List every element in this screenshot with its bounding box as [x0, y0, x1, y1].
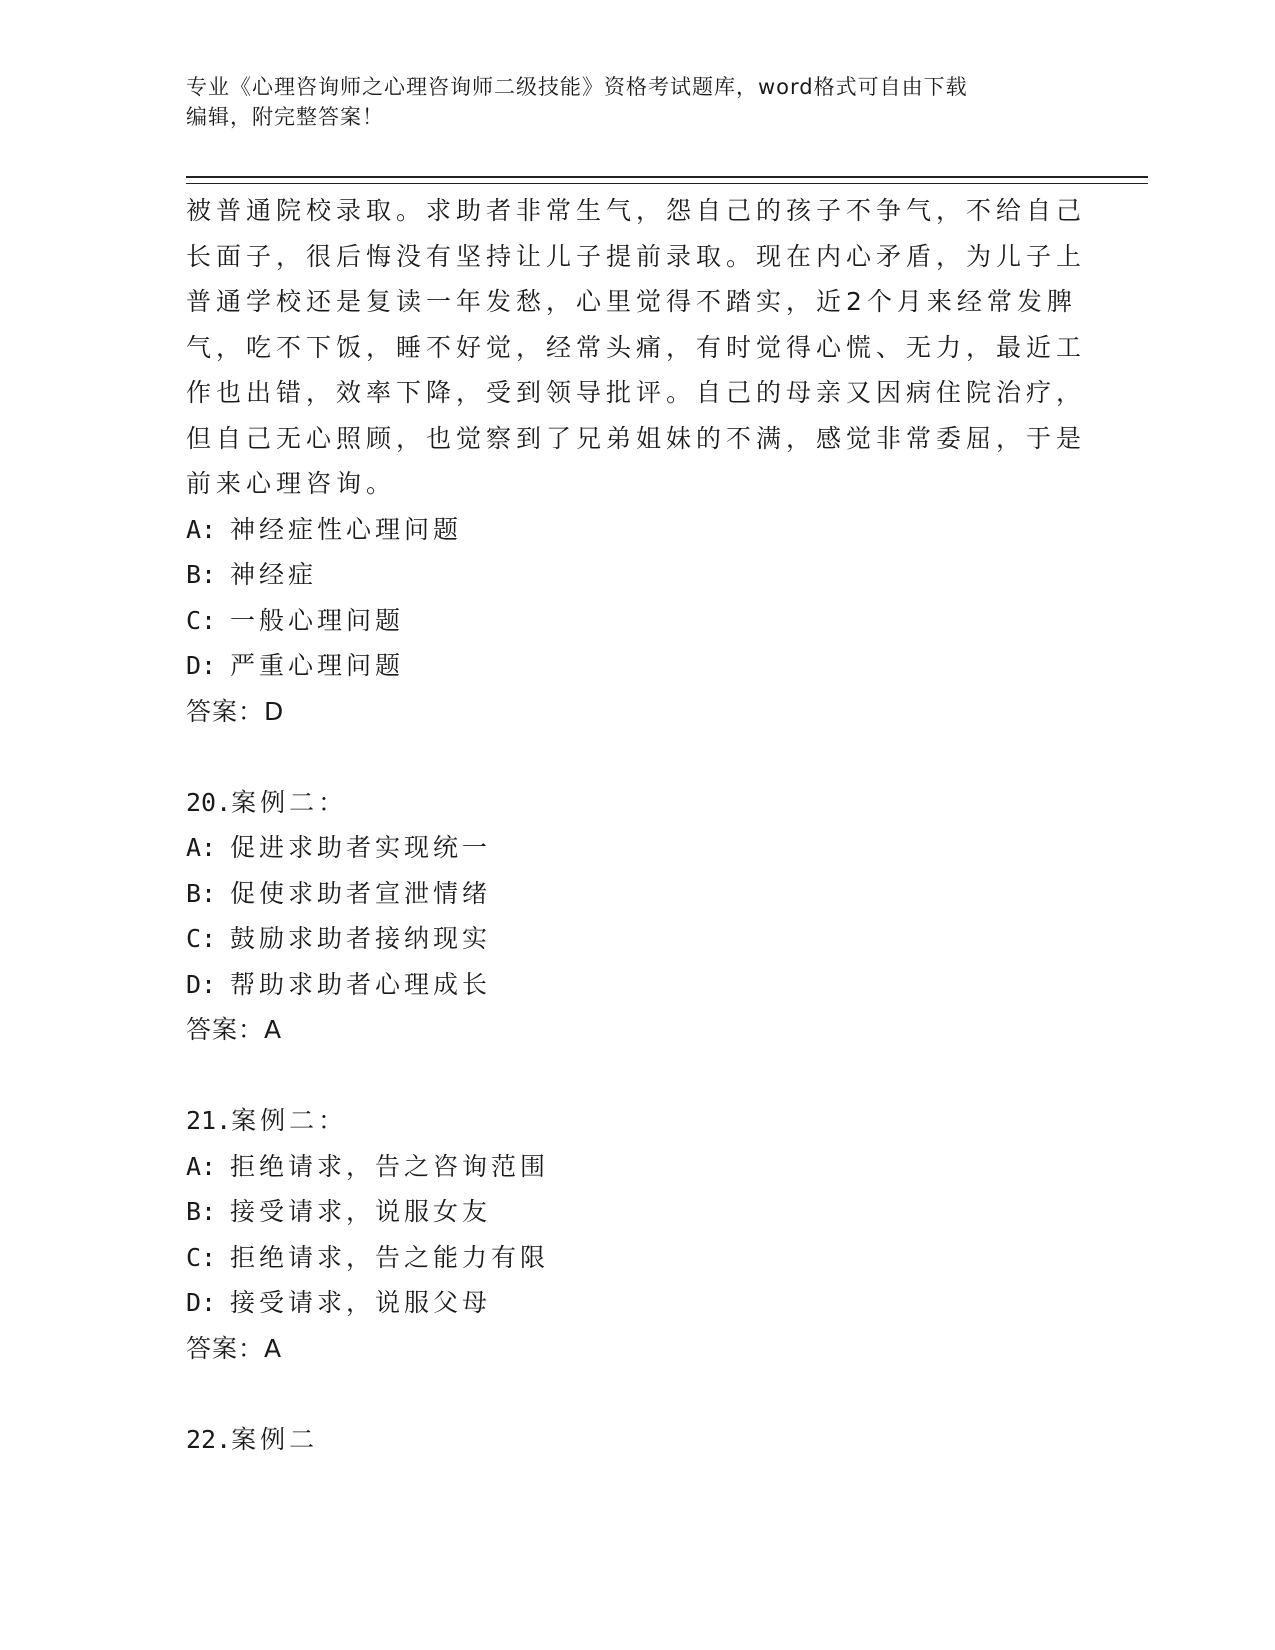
- spacer: [186, 734, 1066, 780]
- option-letter: B:: [186, 1197, 217, 1226]
- passage-line: 气，吃不下饭，睡不好觉，经常头痛，有时觉得心慌、无力，最近工: [186, 332, 1087, 362]
- header-line-2: 编辑，附完整答案！: [186, 105, 384, 129]
- option-letter: D:: [186, 651, 217, 680]
- passage-line: 长面子，很后悔没有坚持让儿子提前录取。现在内心矛盾，为儿子上: [186, 241, 1087, 271]
- option-c: [186, 1235, 1066, 1281]
- passage-line: 但自己无心照顾，也觉察到了兄弟姐妹的不满，感觉非常委屈，于是: [186, 423, 1087, 453]
- option-text: 接受请求，说服女友: [230, 1197, 492, 1226]
- answer-line: 答案：A: [186, 1015, 283, 1044]
- question-19: [186, 507, 1066, 735]
- option-letter: A:: [186, 514, 217, 544]
- option-letter: C:: [186, 1242, 217, 1272]
- question-title-text: 案例二: [231, 1424, 319, 1454]
- option-letter: C:: [186, 605, 217, 635]
- option-b: [186, 552, 1066, 598]
- option-text: 拒绝请求，告之能力有限: [230, 1242, 550, 1272]
- question-title: [186, 1417, 1066, 1463]
- answer-line: 答案：A: [186, 1333, 283, 1363]
- question-21: [186, 1098, 1066, 1371]
- passage-line: 前来心理咨询。: [186, 469, 397, 498]
- option-text: 鼓励求助者接纳现实: [230, 924, 492, 953]
- document-body: [186, 188, 1087, 1462]
- option-d: [186, 643, 1066, 689]
- option-c: [186, 598, 1066, 644]
- spacer: [186, 1371, 1066, 1417]
- option-text: 拒绝请求，告之咨询范围: [230, 1151, 550, 1181]
- spacer: [186, 1053, 1066, 1099]
- question-20: [186, 780, 1066, 1053]
- option-text: 帮助求助者心理成长: [230, 969, 492, 999]
- option-text: 促进求助者实现统一: [230, 833, 492, 862]
- header-divider: [186, 176, 1148, 184]
- passage-line: 普通学校还是复读一年发愁，心里觉得不踏实，近2个月来经常发脾: [186, 287, 1077, 316]
- document-header: [186, 72, 1066, 132]
- option-text: 接受请求，说服父母: [230, 1288, 492, 1317]
- option-d: [186, 1280, 1066, 1326]
- answer-line: 答案：D: [186, 696, 285, 726]
- option-text: 神经症性心理问题: [230, 514, 463, 544]
- header-line-1: 专业《心理咨询师之心理咨询师二级技能》资格考试题库，word格式可自由下载: [186, 75, 968, 99]
- passage-line: 被普通院校录取。求助者非常生气，怨自己的孩子不争气，不给自己: [186, 196, 1087, 225]
- option-letter: A:: [186, 833, 217, 862]
- option-letter: D:: [186, 969, 217, 999]
- option-letter: D:: [186, 1288, 217, 1317]
- option-letter: A:: [186, 1151, 217, 1181]
- passage-line: 作也出错，效率下降，受到领导批评。自己的母亲又因病住院治疗，: [186, 378, 1087, 407]
- question-number: 20.: [186, 787, 232, 817]
- option-text: 神经症: [230, 560, 318, 589]
- question-number: 22.: [186, 1424, 232, 1454]
- option-a: [186, 507, 1066, 553]
- option-text: 一般心理问题: [230, 605, 405, 635]
- option-letter: B:: [186, 560, 217, 589]
- option-a: [186, 1144, 1066, 1190]
- option-a: [186, 825, 1066, 871]
- question-22: [186, 1417, 1066, 1463]
- option-text: 严重心理问题: [230, 651, 405, 680]
- option-c: [186, 916, 1066, 962]
- option-d: [186, 962, 1066, 1008]
- option-letter: B:: [186, 878, 217, 908]
- case-passage: [186, 188, 1087, 507]
- option-b: [186, 871, 1066, 917]
- question-title: [186, 1098, 1066, 1144]
- option-b: [186, 1189, 1066, 1235]
- question-title-text: 案例二：: [231, 1106, 348, 1135]
- question-number: 21.: [186, 1106, 232, 1135]
- option-letter: C:: [186, 924, 217, 953]
- option-text: 促使求助者宣泄情绪: [230, 878, 492, 908]
- question-title: [186, 780, 1066, 826]
- question-title-text: 案例二：: [231, 787, 348, 817]
